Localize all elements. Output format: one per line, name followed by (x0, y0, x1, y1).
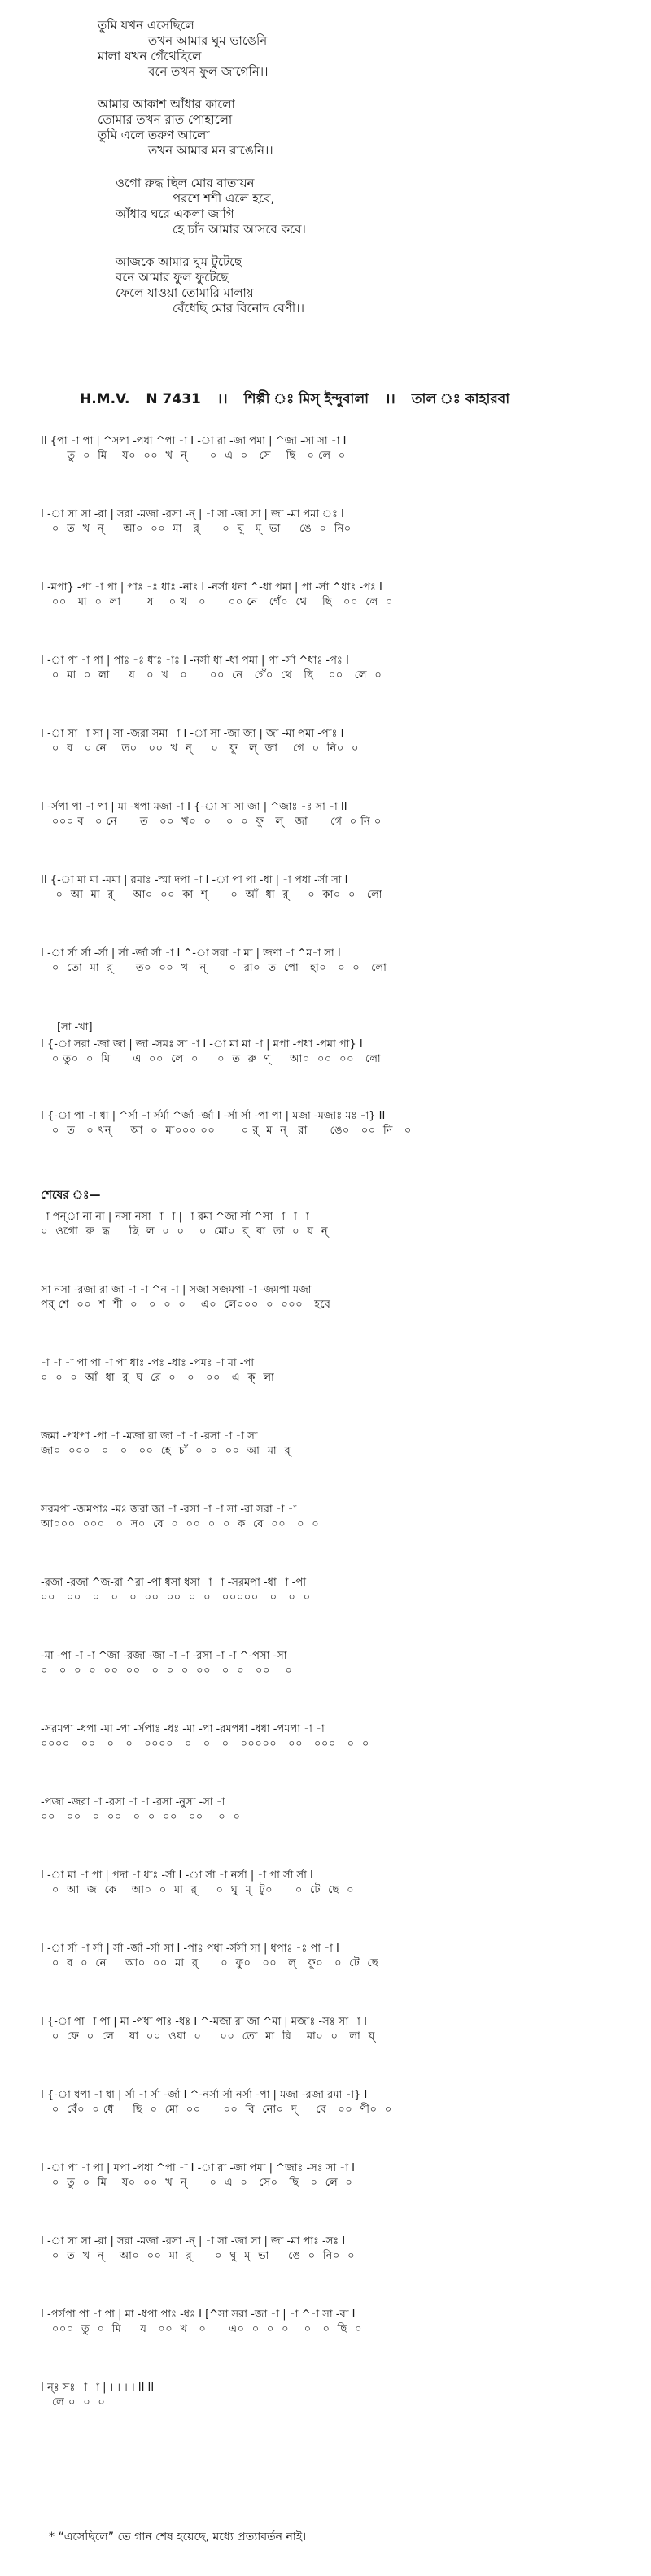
lyric-line: মালা যখন গেঁথেছিলে (98, 49, 202, 63)
lyric-syllable-line: ০ তু০ ০ মি এ ০০ লে ০ ০ ত রু ণ্ আ০ ০০ ০০ লো (41, 1053, 382, 1065)
coda-label: শেষের ঃ— (41, 1189, 101, 1202)
swara-line: -া পন্া না না | নসা নসা -া -া | -া রমা ^জা র্সা ^সা -া -া -া (41, 1211, 309, 1223)
notation-system (41, 1020, 627, 1109)
swara-line: I -া পা -া পা | মপা -পধা ^পা -া I -া রা -জা পমা | ^জাঃ -সঃ সা -া I (41, 2162, 355, 2174)
lyric-syllable-line: ০০ ০০ ০ ০০ ০ ০ ০০ ০০ ০ ০ (41, 1811, 241, 1823)
notation-system (41, 507, 627, 581)
lyric-line: তখন আমার ঘুম ভাঙেনি (148, 33, 268, 48)
swara-line: -রজা -রজা ^জ-রা ^রা -পা ধসা ধসা -া -া -সরমপা -ধা -া -পা (41, 1577, 306, 1589)
swara-line: I -র্সপা পা -া পা | মা -ধপা মজা -া I {-া সা সা জা | ^জাঃ -ঃ সা -া II (41, 801, 347, 813)
lyric-syllable-line: ০০ মা ০ লা য ০ খ ০ ০০ নে গেঁ০ থে ছি ০০ লে ০ (41, 596, 393, 608)
lyric-line: বনে তখন ফুল জাগেনি।। (148, 64, 269, 79)
lyric-line: আমার আকাশ আঁধার কালো (98, 97, 235, 111)
notation-system (41, 2015, 627, 2088)
notation-system (41, 2234, 627, 2308)
notation-system (41, 1503, 627, 1576)
notation-system (41, 654, 627, 727)
notation-system (41, 1429, 627, 1503)
lyric-syllable-line: ০ তো মা র্ ত০ ০০ খ ন্ ০ রা০ ত পো হা০ ০ ০ লো (41, 962, 387, 974)
notation-system (41, 1649, 627, 1722)
lyric-syllable-line: ০ ব ০ নে ত০ ০০ খ ন্ ০ ফু ল্ জা গে ০ নি০ ০ (41, 742, 359, 755)
swaralipi-notation (41, 434, 627, 2454)
lyric-syllable-line: ০ ত ০ খন্ আ ০ মা০০০ ০০ ০ র্ ম ন্ রা ঙে০ ০০ নি ০ (41, 1125, 412, 1137)
lyric-syllable-line: পর্ শে ০০ শ শী ০ ০ ০ ০ এ০ লে০০০ ০ ০০০ হবে (41, 1299, 331, 1311)
record-number: N 7431 (146, 391, 201, 407)
notation-system (41, 1109, 627, 1182)
lyric-syllable-line: ০ ফে ০ লে যা ০০ ওয়া ০ ০০ তো মা রি মা০ ০ লা য়্ (41, 2030, 375, 2043)
lyric-line: তুমি এলে তরুণ আলো (98, 128, 210, 142)
swara-line: সরমপা -জমপাঃ -মঃ জরা জা -া -রসা -া -া সা -রা সরা -া -া (41, 1503, 297, 1516)
swara-line: I {-া পা -া পা | মা -পধা পাঃ -ধঃ I ^-মজা রা জা ^মা | মজাঃ -সঃ সা -া I (41, 2016, 367, 2028)
swara-line: I -া মা -া পা | পদা -া ধাঃ -র্সা I -া র্সা -া নর্সা | -া পা র্সা র্সা I (41, 1869, 313, 1882)
notation-system (41, 1576, 627, 1649)
notation-system (41, 2381, 627, 2454)
swara-line: -পজা -জরা -া -রসা -া -া -রসা -নুসা -সা -া (41, 1796, 225, 1808)
swara-line: I {-া পা -া ধা | ^র্সা -া র্সর্মা ^র্জা -র্জা I -র্সা র্সা -পা পা | মজা -মজাঃ মঃ -া} II (41, 1110, 386, 1122)
notation-annotation: [সা -খা] (57, 1021, 93, 1033)
swara-line: I -া র্সা র্সা -র্সা | র্সা -র্জা র্সা -া I ^-া সরা -া মা | জণা -া ^ম-া সা I (41, 947, 341, 959)
notation-system (41, 2088, 627, 2161)
lyric-syllable-line: জা০ ০০০ ০ ০ ০০ হে চাঁ ০ ০ ০০ আ মা র্ (41, 1445, 291, 1457)
song-lyrics (98, 18, 553, 333)
lyric-line: হে চাঁদ আমার আসবে কবে। (173, 222, 306, 237)
lyric-syllable-line: ০ আ মা র্ আ০ ০০ কা শ্ ০ আঁ ধা র্ ০ কা০ ০ লো (41, 889, 383, 901)
lyric-syllable-line: ০ ব ০ নে আ০ ০০ মা র্ ০ ফু০ ০০ ল্ ফু০ ০ টে ছে (41, 1957, 379, 1969)
lyric-syllable-line: লে ০ ০ ০ (41, 2396, 106, 2408)
swara-line: I -া সা -া সা | সা -জরা সমা -া I -া সা -জা জা | জা -মা পমা -পাঃ I (41, 728, 344, 740)
notation-system (41, 1942, 627, 2015)
record-header (80, 389, 609, 411)
lyric-line: ওগো রুদ্ধ ছিল মোর বাতায়ন (116, 176, 255, 190)
notation-system (41, 2308, 627, 2381)
swara-line: I -া সা সা -রা | সরা -মজা -রসা -ন্ | -া সা -জা সা | জা -মা পমা ঃ I (41, 508, 344, 520)
notation-system (41, 1283, 627, 1356)
swara-line: II {-া মা মা -মমা | রমাঃ -স্মা দপা -া I -া পা পা -ধা | -া পধা -র্সা সা I (41, 874, 348, 886)
notation-system (41, 1869, 627, 1942)
separator: ।। (216, 391, 228, 407)
lyric-line: তখন আমার মন রাঙেনি।। (148, 143, 273, 158)
notation-system (41, 1210, 627, 1283)
swara-line: I {-া সরা -জা জা | জা -সমঃ সা -া I -া মা মা -া | মপা -পধা -পমা পা} I (41, 1038, 363, 1051)
lyric-syllable-line: ০ ০ ০ আঁ ধা র্ ঘ রে ০ ০ ০০ এ ক্ লা (41, 1372, 275, 1384)
swara-line: I {-া ধপা -া ধা | র্সা -া র্সা -র্জা I ^-নর্সা র্সা নর্সা -পা | মজা -রজা রমা -া} I (41, 2089, 368, 2101)
notation-system (41, 1795, 627, 1869)
lyric-line: বনে আমার ফুল ফুটেছে (116, 270, 229, 285)
lyric-line: তুমি যখন এসেছিলে (98, 18, 194, 33)
notation-system (41, 2161, 627, 2234)
lyric-line: আঁধার ঘরে একলা জাগি (116, 207, 234, 221)
notation-system (41, 873, 627, 946)
lyric-line: বেঁধেছি মোর বিনোদ বেণী।। (173, 301, 304, 315)
swara-line: I -া র্সা -া র্সা | র্সা -র্জা -র্সা সা I -পাঃ পধা -র্সর্সা সা | ধপাঃ -ঃ পা -া I (41, 1943, 339, 1955)
swara-line: -সরমপা -ধপা -মা -পা -র্সপাঃ -ধঃ -মা -পা -রমপধা -ধধা -পমপা -া -া (41, 1723, 325, 1735)
footnote: * “এসেছিলে” তে গান শেষ হয়েছে, মধ্যে প্রত্যাবর্তন নাই। (49, 2530, 307, 2543)
swara-line: -মা -পা -া -া ^জা -রজা -জা -া -া -রসা -া -া ^-পসা -সা (41, 1650, 287, 1662)
lyric-syllable-line: তু ০ মি য০ ০০ খ ন্ ০ এ ০ সে ছি ০ লে ০ (41, 450, 346, 462)
lyric-syllable-line: ০০০ ব ০ নে ত ০০ খ০ ০ ০ ০ ফু ল্ জা গে ০ নি ০ (41, 816, 382, 828)
lyric-stanza (98, 18, 553, 80)
lyric-stanza (98, 255, 553, 316)
swara-line: -া -া -া পা পা -া পা ধাঃ -পঃ -ধাঃ -পমঃ -া মা -পা (41, 1357, 255, 1369)
lyric-line: ফেলে যাওয়া তোমারি মালায় (116, 285, 254, 300)
swara-line: I -মপা} -পা -া পা | পাঃ -ঃ ধাঃ -নাঃ I -নর্সা ধনা ^-ধা পমা | পা -র্সা ^ধাঃ -পঃ I (41, 581, 382, 594)
lyric-syllable-line: ০০ ০০ ০ ০ ০ ০০ ০০ ০ ০ ০০০০০ ০ ০ ০ (41, 1591, 311, 1603)
lyric-syllable-line: ০ ওগো রু দ্ধ ছি ল ০ ০ ০ মো০ র্ বা তা ০ য় ন্ (41, 1225, 329, 1238)
lyric-line: পরশে শশী এলে হবে, (173, 191, 275, 206)
lyric-syllable-line: ০ মা ০ লা য ০ খ ০ ০০ নে গেঁ০ থে ছি ০০ লে ০ (41, 669, 382, 681)
lyric-stanza (98, 97, 553, 159)
swara-line: II {পা -া পা | ^সপা -পধা ^পা -া I -া রা -জা পমা | ^জা -সা সা -া I (41, 435, 347, 447)
notation-system (41, 1356, 627, 1429)
lyric-syllable-line: ০ বেঁ০ ০ ধে ছি ০ মো ০০ ০০ বি নো০ দ্ বে ০০ ণী০ ০ (41, 2104, 392, 2116)
lyric-syllable-line: ০ আ জ কে আ০ ০ মা র্ ০ ঘু ম্ টু০ ০ টে ছে ০ (41, 1884, 355, 1896)
notation-system (41, 434, 627, 507)
lyric-syllable-line: ০০০০ ০০ ০ ০ ০০০০ ০ ০ ০ ০০০০০ ০০ ০০০ ০ ০ (41, 1738, 369, 1750)
lyric-syllable-line: ০ ত খ ন্ আ০ ০০ মা র্ ০ ঘু ম্ ভা ঙে ০ নি০ (41, 523, 352, 535)
notation-system (41, 800, 627, 873)
taal-label: তাল ঃ কাহারবা (411, 391, 510, 407)
swara-line: I ন্ঃ সঃ -া -া | । । । । II II (41, 2382, 155, 2394)
notation-system (41, 1722, 627, 1795)
lyric-stanza (98, 176, 553, 237)
lyric-syllable-line: ০ তু ০ মি য০ ০০ খ ন্ ০ এ ০ সে০ ছি ০ লে ০ (41, 2177, 353, 2189)
swara-line: I -পর্সপা পা -া পা | মা -ধপা পাঃ -ধঃ I [^সা সরা -জা -া | -া ^-া সা -বা I (41, 2308, 356, 2321)
separator: ।। (384, 391, 395, 407)
lyric-syllable-line: আ০০০ ০০০ ০ স০ বে ০ ০০ ০ ০ ক বে ০০ ০ ০ (41, 1518, 320, 1530)
swara-line: I -া পা -া পা | পাঃ -ঃ ধাঃ -াঃ I -নর্সা ধা -ধা পমা | পা -র্সা ^ধাঃ -পঃ I (41, 655, 349, 667)
swara-line: সা নসা -রজা রা জা -া -া ^ন -া | সজা সজমপা -া -জমপা মজা (41, 1284, 312, 1296)
swara-line: I -া সা সা -রা | সরা -মজা -রসা -ন্ | -া সা -জা সা | জা -মা পাঃ -সঃ I (41, 2235, 346, 2247)
singer-credit: শিল্পী ঃ মিস্ ইন্দুবালা (243, 391, 369, 407)
lyric-line: আজকে আমার ঘুম টুটেছে (116, 255, 242, 269)
record-label: H.M.V. (80, 391, 130, 407)
notation-system (41, 946, 627, 1020)
lyric-line: তোমার তখন রাত পোহালো (98, 112, 233, 127)
notation-system (41, 727, 627, 800)
notation-system (41, 581, 627, 654)
lyric-syllable-line: ০০০ তু ০ মি য ০০ খ ০ এ০ ০ ০ ০ ০ ০ ছি ০ (41, 2323, 362, 2335)
lyric-syllable-line: ০ ০ ০ ০ ০০ ০০ ০ ০ ০ ০০ ০ ০ ০০ ০ (41, 1664, 293, 1677)
swara-line: জমা -পধপা -পা -া -মজা রা জা -া -া -রসা -া -া সা (41, 1430, 258, 1442)
lyric-syllable-line: ০ ত খ ন্ আ০ ০০ মা র্ ০ ঘু ম্ ভা ঙে ০ নি০ ০ (41, 2250, 356, 2262)
